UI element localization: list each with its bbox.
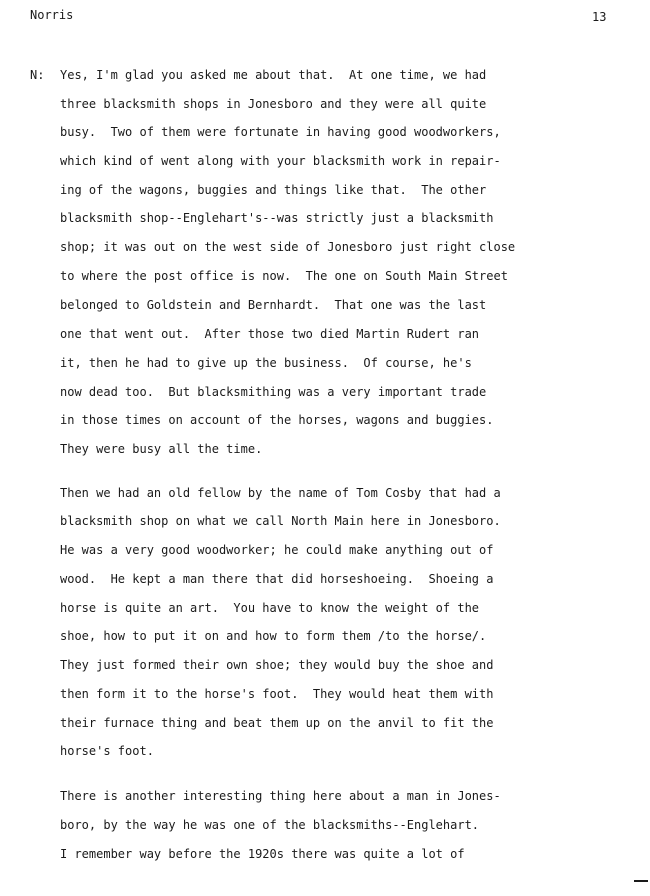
text-line: now dead too. But blacksmithing was a very important trade [60, 385, 487, 399]
text-line: it, then he had to give up the business. Of course, he's [60, 356, 472, 370]
text-line: horse's foot. [60, 744, 154, 758]
text-line: Then we had an old fellow by the name of Tom Cosby that had a [60, 486, 501, 500]
text-line: three blacksmith shops in Jonesboro and they were all quite [60, 97, 487, 111]
speaker-label: N: [30, 68, 45, 82]
text-line: There is another interesting thing here about a man in Jones- [60, 789, 501, 803]
text-line: then form it to the horse's foot. They would heat them with [60, 687, 494, 701]
header-name: Norris [30, 8, 74, 22]
text-line: blacksmith shop--Englehart's--was strictly just a blacksmith [60, 211, 494, 225]
text-line: to where the post office is now. The one on South Main Street [60, 269, 508, 283]
text-line: which kind of went along with your blacksmith work in repair- [60, 154, 501, 168]
text-line: belonged to Goldstein and Bernhardt. That one was the last [60, 298, 487, 312]
text-line: shoe, how to put it on and how to form them /to the horse/. [60, 629, 487, 643]
text-line: in those times on account of the horses, wagons and buggies. [60, 413, 494, 427]
text-line: He was a very good woodworker; he could make anything out of [60, 543, 494, 557]
text-line: wood. He kept a man there that did horseshoeing. Shoeing a [60, 572, 494, 586]
text-line: They were busy all the time. [60, 442, 263, 456]
text-line: They just formed their own shoe; they would buy the shoe and [60, 658, 494, 672]
page-number: 13 [592, 10, 607, 24]
page-continuation-mark [634, 880, 648, 882]
text-line: Yes, I'm glad you asked me about that. At one time, we had [60, 68, 487, 82]
text-line: horse is quite an art. You have to know the weight of the [60, 601, 480, 615]
text-line: ing of the wagons, buggies and things like that. The other [60, 183, 487, 197]
text-line: I remember way before the 1920s there was quite a lot of [60, 847, 465, 861]
text-line: one that went out. After those two died Martin Rudert ran [60, 327, 480, 341]
text-line: shop; it was out on the west side of Jonesboro just right close [60, 240, 516, 254]
text-line: boro, by the way he was one of the blacksmiths--Englehart. [60, 818, 480, 832]
text-line: blacksmith shop on what we call North Main here in Jonesboro. [60, 514, 501, 528]
text-line: busy. Two of them were fortunate in having good woodworkers, [60, 125, 501, 139]
text-line: their furnace thing and beat them up on the anvil to fit the [60, 716, 494, 730]
